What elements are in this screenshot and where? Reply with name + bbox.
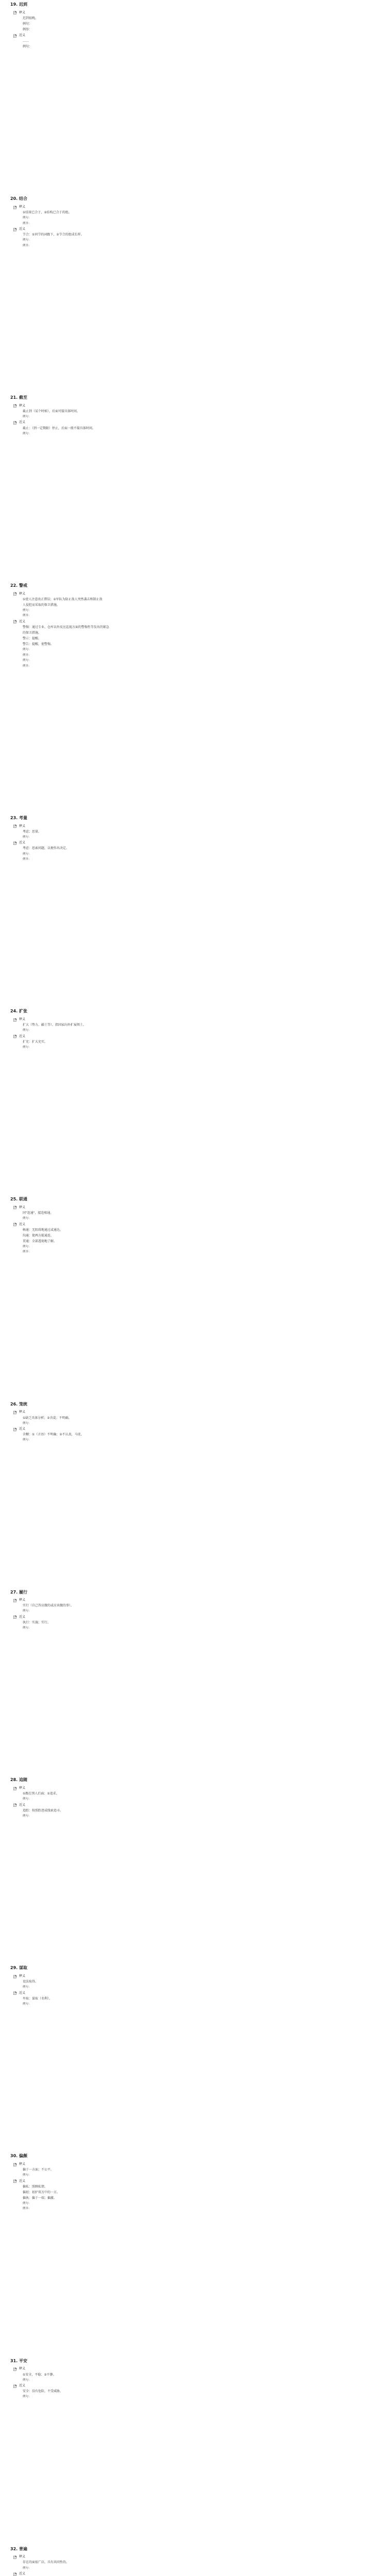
entry-title: 22. 警戒 (10, 583, 27, 588)
word-entry (10, 816, 367, 861)
example-line: 例句： (23, 2002, 31, 2006)
pencil-note-icon (13, 1975, 17, 1978)
word-entry (10, 1777, 367, 1818)
sense-header (13, 1223, 367, 1227)
sense-header (13, 1991, 367, 1995)
definition-line: 的保卫措施。 (23, 631, 42, 635)
definition-line: 实行（自己答应做的或应该做的事）。 (23, 1604, 74, 1608)
example-line: 例举： (23, 244, 31, 247)
sense-header (13, 1974, 367, 1978)
definition-line: 警告：提醒，使警惕。 (23, 642, 54, 647)
entry-title: 19. 迟到 (10, 2, 27, 7)
definition-line: 同"连通"，接连相通。 (23, 1211, 54, 1215)
sense-label: 近义 (19, 1034, 26, 1038)
example-line: 例句： (23, 1798, 31, 1801)
sense-header (13, 620, 367, 624)
sense-label: 近义 (19, 2571, 26, 2575)
definition-line: 追踪：按照踪迹或线索追寻。 (23, 1808, 63, 1812)
definition-line: ①跟在别人后面；②追求。 (23, 1792, 59, 1796)
sense-label: 释义 (19, 824, 26, 828)
word-entry (10, 2359, 367, 2399)
sense-header (13, 1427, 367, 1431)
entry-title: 25. 联通 (10, 1197, 27, 1202)
sense-header (13, 2179, 367, 2183)
word-entry (10, 2154, 367, 2211)
entry-title: 20. 结合 (10, 196, 27, 201)
definition-line: 例句： (23, 22, 32, 26)
sense-label: 释义 (19, 1410, 26, 1414)
definition-line: 贯通：全部透彻地了解。 (23, 1239, 57, 1243)
definition-line: 存在的面很广泛，具有共同性的。 (23, 2561, 69, 2565)
example-line: 例句： (23, 1217, 31, 1221)
definition-line: 考虑；思量。 (23, 829, 42, 834)
pencil-note-icon (13, 1223, 17, 1226)
pencil-note-icon (13, 1018, 17, 1022)
sense-label: 释义 (19, 591, 26, 596)
example-line: 例句： (23, 1438, 31, 1442)
sense-header (13, 1018, 367, 1022)
pencil-note-icon (13, 34, 17, 38)
pencil-note-icon (13, 2367, 17, 2371)
sense-label: 释义 (19, 10, 26, 14)
example-line: 例句： (23, 2566, 31, 2570)
example-line: 例句： (23, 239, 31, 242)
pencil-note-icon (13, 1615, 17, 1619)
sense-label: 近义 (19, 1615, 26, 1619)
sense-label: 释义 (19, 1205, 26, 1209)
word-entry (10, 196, 367, 248)
example-line: 例句： (23, 852, 31, 856)
definition-line: 含糊：①（言语）不明确；②不认真，马虎。 (23, 1433, 84, 1437)
sense-label: 释义 (19, 2367, 26, 2371)
sense-header (13, 227, 367, 231)
sense-header (13, 2162, 367, 2166)
example-line: 例句： (23, 1626, 31, 1630)
pencil-note-icon (13, 1206, 17, 1209)
example-line: 例句： (23, 1045, 31, 1049)
sense-header (13, 33, 367, 38)
word-entry (10, 583, 367, 668)
definition-line: 牟取：谋取（名利）。 (23, 1996, 53, 2001)
example-line: 例句： (23, 216, 31, 220)
definition-line: 例句： (23, 45, 32, 49)
example-line: 例句： (23, 432, 31, 435)
definition-line: 设法取得。 (23, 1980, 39, 1984)
sense-label: 近义 (19, 1222, 26, 1226)
pencil-note-icon (13, 1599, 17, 1602)
entry-title: 27. 履行 (10, 1589, 27, 1595)
pencil-note-icon (13, 620, 17, 623)
example-line: 例句： (23, 2201, 31, 2205)
definition-line: 警示：提醒。 (23, 637, 42, 641)
example-line: 例句： (23, 1814, 31, 1818)
definition-line: 偏袒：袒护双方中的一方。 (23, 2190, 60, 2194)
sense-header (13, 592, 367, 596)
word-entry (10, 1009, 367, 1049)
pencil-note-icon (13, 421, 17, 425)
sense-header (13, 1410, 367, 1414)
sense-header (13, 2555, 367, 2559)
example-line: 例句： (23, 648, 31, 652)
pencil-note-icon (13, 1035, 17, 1038)
entry-title: 23. 考量 (10, 815, 27, 820)
definition-line: 偏于一方面；不公平。 (23, 2168, 54, 2172)
sense-label: 近义 (19, 619, 26, 623)
example-line: 例句： (23, 1029, 31, 1032)
example-line: 例句： (23, 415, 31, 419)
sense-label: 近义 (19, 420, 26, 425)
example-line: 例句： (23, 659, 31, 663)
definition-line: 安全：没有危险，不受威胁。 (23, 2389, 63, 2394)
pencil-note-icon (13, 2555, 17, 2559)
pencil-note-icon (13, 228, 17, 231)
sense-label: 释义 (19, 205, 26, 209)
example-line: 例句： (23, 1986, 31, 1989)
pencil-note-icon (13, 592, 17, 596)
word-entry (10, 2547, 367, 2576)
sense-label: 释义 (19, 403, 26, 408)
pencil-note-icon (13, 206, 17, 209)
example-line: 例句： (23, 609, 31, 613)
sense-label: 释义 (19, 2162, 26, 2166)
sense-label: 释义 (19, 1018, 26, 1022)
example-line: 例句： (23, 1421, 31, 1425)
sense-label: 近义 (19, 227, 26, 231)
entry-title: 26. 笼统 (10, 1401, 27, 1406)
pencil-note-icon (13, 824, 17, 828)
definition-line: 偏私：照顾私情。 (23, 2184, 48, 2189)
entry-title: 29. 谋取 (10, 1965, 27, 1971)
sense-header (13, 11, 367, 15)
sense-header (13, 841, 367, 845)
entry-title: 24. 扩张 (10, 1009, 27, 1014)
example-line: 例句： (23, 2174, 31, 2177)
sense-header (13, 1206, 367, 1210)
example-line: 例举： (23, 614, 31, 618)
definition-line: 偏执：偏于一端；偏激。 (23, 2196, 57, 2200)
word-entry (10, 1965, 367, 2006)
definition-line: ①结果已合于，②结构已合于的组。 (23, 211, 72, 215)
definition-line: 沟通：使两方能通连。 (23, 1233, 54, 1238)
sense-header (13, 2384, 367, 2388)
definition-line: 考虑：思索问题，以便作出决定。 (23, 846, 69, 851)
sense-label: 释义 (19, 2555, 26, 2559)
sense-header (13, 1615, 367, 1619)
sense-header (13, 1598, 367, 1602)
sense-label: 近义 (19, 1991, 26, 1995)
word-entry (10, 395, 367, 436)
entry-title: 32. 普遍 (10, 2546, 27, 2551)
sense-label: 释义 (19, 1974, 26, 1978)
definition-line: 节合：①同节的词跟下，②节合的组成长样。 (23, 233, 84, 237)
example-line: 例举： (23, 222, 31, 225)
sense-header (13, 404, 367, 408)
pencil-note-icon (13, 2384, 17, 2388)
word-entry (10, 1590, 367, 1631)
sense-label: 近义 (19, 841, 26, 845)
definition-line: ①缺乏具体分析；②含混；不明确。 (23, 1416, 72, 1420)
definition-line: 人侵犯而采取的保卫措施。 (23, 603, 60, 607)
sense-header (13, 2572, 367, 2576)
definition-line: 执行：实施；实行。 (23, 1621, 51, 1624)
entry-title: 28. 追随 (10, 1777, 27, 1783)
example-line: 例句： (23, 1609, 31, 1613)
definition-line: ①使人注意改正错误；②军队为防止敌人突然袭击和制止敌 (23, 597, 102, 601)
definition-line: 例举： (23, 28, 32, 32)
definition-line: 扩大（势力、疆土等），指国家向外扩展领土。 (23, 1023, 86, 1027)
definition-line: 警惕：通过专业、仓库以外反应巡视方面的警惕性等发出的紧急 (23, 625, 110, 629)
example-line: 例句： (23, 2378, 31, 2382)
definition-line: 迟到很晚。 (23, 16, 39, 20)
sense-label: 近义 (19, 33, 26, 38)
definition-line: 畅通：无阻碍地通过或通达。 (23, 1228, 63, 1232)
sense-header (13, 1035, 367, 1039)
sense-label: 近义 (19, 2384, 26, 2388)
sense-header (13, 1786, 367, 1790)
pencil-note-icon (13, 2163, 17, 2166)
pencil-note-icon (13, 1991, 17, 1995)
sense-label: 释义 (19, 1598, 26, 1602)
word-entry (10, 2, 367, 49)
entry-title: 30. 偏颇 (10, 2154, 27, 2159)
definition-line: …… (23, 39, 29, 43)
example-line: 例句： (23, 835, 31, 839)
sense-header (13, 824, 367, 828)
example-line: 例举： (23, 857, 31, 861)
example-line: 例句： (23, 1245, 31, 1248)
pencil-note-icon (13, 1803, 17, 1807)
pencil-note-icon (13, 404, 17, 408)
pencil-note-icon (13, 1787, 17, 1790)
pencil-note-icon (13, 841, 17, 845)
pencil-note-icon (13, 2179, 17, 2183)
pencil-note-icon (13, 11, 17, 14)
example-line: 例举： (23, 2207, 31, 2211)
pencil-note-icon (13, 2572, 17, 2576)
sense-header (13, 205, 367, 209)
sense-header (13, 420, 367, 425)
example-line: 例举： (23, 1250, 31, 1254)
sense-header (13, 1803, 367, 1807)
definition-line: 扩充：扩大充实。 (23, 1040, 48, 1044)
sense-label: 近义 (19, 1427, 26, 1431)
pencil-note-icon (13, 1411, 17, 1414)
sense-label: 释义 (19, 1786, 26, 1790)
example-line: 例举： (23, 653, 31, 657)
entry-title: 21. 截至 (10, 395, 27, 400)
entry-title: 31. 平安 (10, 2358, 27, 2363)
definition-line: ①安全，平稳；②平静。 (23, 2372, 56, 2377)
word-entry (10, 1197, 367, 1255)
word-entry (10, 1402, 367, 1443)
sense-label: 近义 (19, 2179, 26, 2183)
sense-label: 近义 (19, 1803, 26, 1807)
definition-line: 截止到（某个时候），后面可接具体时间。 (23, 409, 80, 413)
definition-line: 截止：（到一定期限）停止，后面一般不接具体时间。 (23, 426, 96, 430)
example-line: 例句： (23, 2395, 31, 2399)
sense-header (13, 2367, 367, 2371)
example-line: 例举： (23, 664, 31, 668)
pencil-note-icon (13, 1428, 17, 1431)
